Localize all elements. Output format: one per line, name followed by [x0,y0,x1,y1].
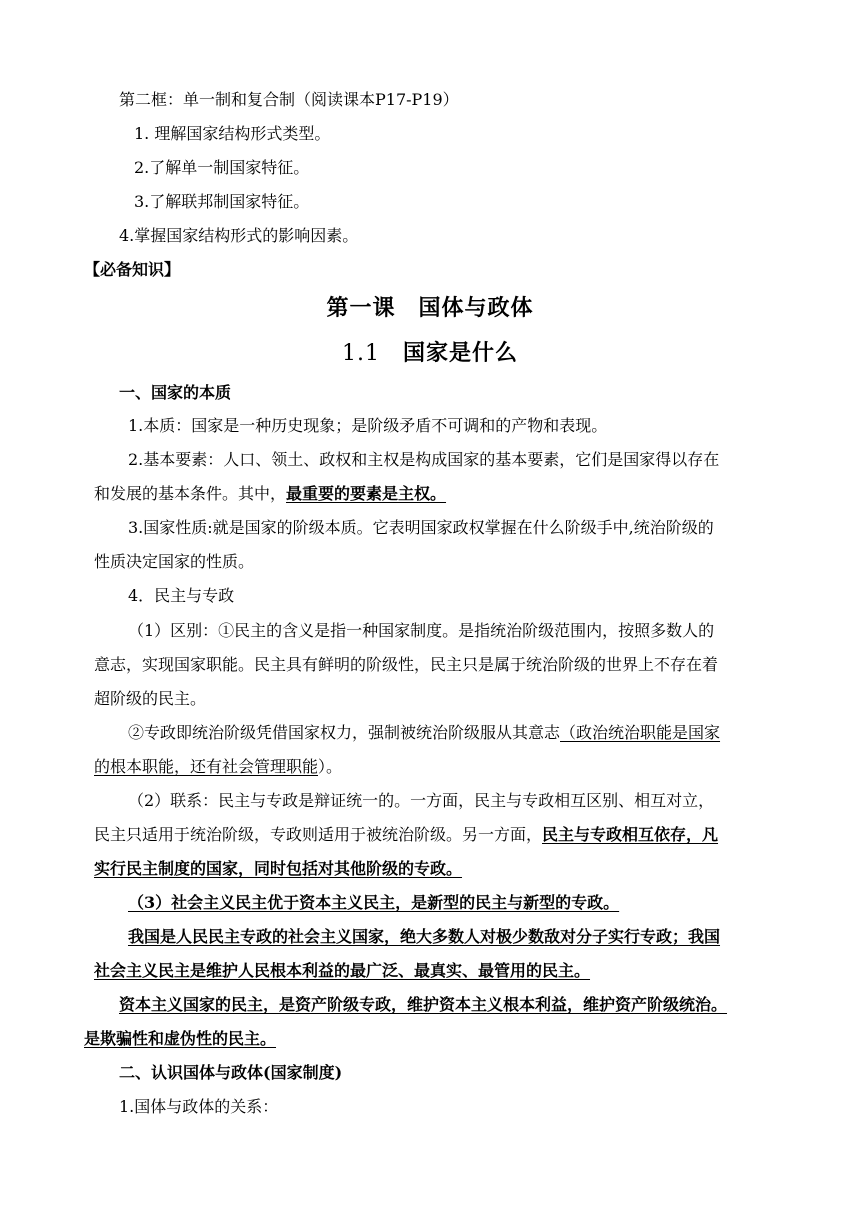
paragraph-line: 1.国体与政体的关系： [119,1097,279,1116]
objective-item: 2.了解单一制国家特征。 [134,158,310,177]
emphasis-line: 是欺骗性和虚伪性的民主。 [84,1029,277,1048]
underlined-text: 的根本职能，还有社会管理职能 [94,757,319,776]
essential-knowledge-label: 【必备知识】 [84,260,181,279]
paragraph-line: 1.本质：国家是一种历史现象；是阶级矛盾不可调和的产物和表现。 [128,416,608,435]
underlined-text: （政治统治职能是国家 [560,723,721,742]
emphasis-text: 民主与专政相互依存，凡 [542,825,719,844]
paragraph-line [94,484,446,504]
emphasis-line: 社会主义民主是维护人民根本利益的最广泛、最真实、最管用的民主。 [94,961,591,980]
text-span: ）。 [318,757,343,776]
text-span: ②专政即统治阶级凭借国家权力，强制被统治阶级服从其意志 [128,723,561,742]
paragraph-line [94,757,342,777]
subsection-title [0,340,860,367]
paragraph-line: （2）联系：民主与专政是辩证统一的。一方面，民主与专政相互区别、相互对立， [128,791,715,810]
paragraph-line: 意志，实现国家职能。民主具有鲜明的阶级性，民主只是属于统治阶级的世界上不存在着 [94,655,719,674]
paragraph-line: 3.国家性质:就是国家的阶级本质。它表明国家政权掌握在什么阶级手中,统治阶级的 [128,518,714,537]
objective-item: 3.了解联邦制国家特征。 [134,192,310,211]
text-span: 和发展的基本条件。其中， [94,484,287,503]
emphasis-line: 实行民主制度的国家，同时包括对其他阶级的专政。 [94,859,463,878]
paragraph-line [94,825,718,845]
paragraph-line: 4．民主与专政 [128,586,235,605]
section-heading: 第二框：单一制和复合制（阅读课本P17-P19） [119,90,459,109]
objective-item: 1. 理解国家结构形式类型。 [134,124,331,143]
heading-nature-of-state: 一、国家的本质 [119,383,232,402]
subsection-number: 1.1 [341,341,403,366]
paragraph-line: 性质决定国家的性质。 [94,552,255,571]
paragraph-line: （1）区别：①民主的含义是指一种国家制度。是指统治阶级范围内，按照多数人的 [128,621,715,640]
paragraph-line: 超阶级的民主。 [94,689,207,708]
subsection-name: 国家是什么 [402,340,518,366]
emphasis-line: （3）社会主义民主优于资本主义民主，是新型的民主与新型的专政。 [128,893,620,912]
lesson-title: 第一课 国体与政体 [326,295,534,321]
objective-item: 4.掌握国家结构形式的影响因素。 [119,226,359,245]
paragraph-line [128,723,720,743]
emphasis-line: 我国是人民民主专政的社会主义国家，绝大多数人对极少数敌对分子实行专政；我国 [128,927,721,946]
emphasis-text: 最重要的要素是主权。 [286,484,447,503]
emphasis-line: 资本主义国家的民主，是资产阶级专政，维护资本主义根本利益，维护资产阶级统治。 [119,995,728,1014]
heading-state-system: 二、认识国体与政体(国家制度) [119,1063,343,1082]
paragraph-line: 2.基本要素：人口、领土、政权和主权是构成国家的基本要素，它们是国家得以存在 [128,450,720,469]
text-span: 民主只适用于统治阶级，专政则适用于被统治阶级。另一方面， [94,825,543,844]
